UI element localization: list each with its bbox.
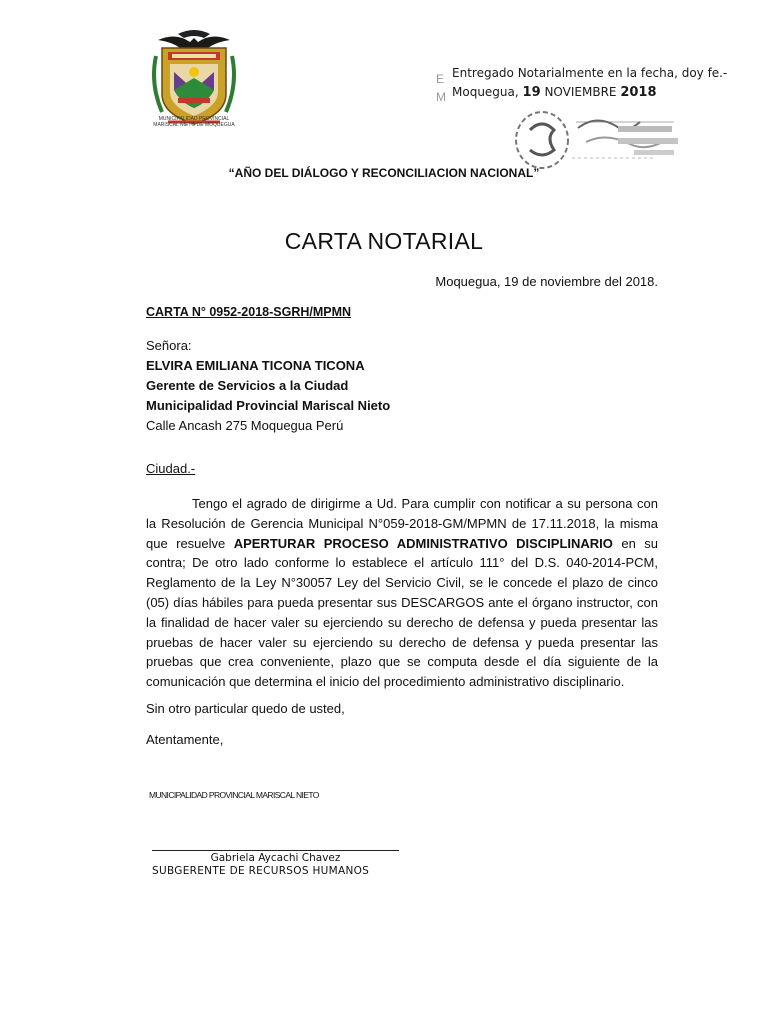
addressee-address: Calle Ancash 275 Moquegua Perú (146, 418, 344, 433)
body-part-1: Tengo el agrado de dirigirme a Ud. Para cumplir con notificar a su persona con la Resolución de Gerencia Municipal N°059-2018-GM/MPMN de 17.11.2018, la misma que resuelve (146, 496, 658, 551)
stamp-day: 19 (522, 85, 541, 100)
letter-body (146, 494, 658, 692)
stamp-ghost-marks: E M (436, 72, 446, 104)
salutation: Señora: (146, 338, 192, 353)
signer-name: Gabriela Aycachi Chavez (210, 852, 341, 864)
stamp-line-2 (452, 83, 727, 102)
institution-footer: MUNICIPALIDAD PROVINCIAL MARISCAL NIETO (149, 790, 319, 800)
year-motto: “AÑO DEL DIÁLOGO Y RECONCILIACION NACIONAL” (228, 166, 540, 180)
addressee-name: ELVIRA EMILIANA TICONA TICONA (146, 358, 365, 373)
letter-reference-number: CARTA N° 0952-2018-SGRH/MPMN (146, 305, 352, 319)
body-bold-resolution: APERTURAR PROCESO ADMINISTRATIVO DISCIPLINARIO (233, 535, 613, 551)
stamp-place: Moquegua, (452, 85, 519, 99)
crest-caption: MUNICIPALIDAD PROVINCIAL MARISCAL NIETO DE MOQUEGUA (153, 116, 235, 128)
signer-role: SUBGERENTE DE RECURSOS HUMANOS (152, 865, 370, 877)
addressee-block (146, 336, 646, 436)
addressee-institution: Municipalidad Provincial Mariscal Nieto (146, 398, 391, 413)
notary-stamp-text (452, 64, 727, 102)
stamp-year: 2018 (620, 85, 657, 100)
notary-seal-stamp (506, 108, 682, 174)
regards-line: Atentamente, (146, 732, 224, 747)
closing-line: Sin otro particular quedo de usted, (146, 701, 345, 716)
stamp-line-1: Entregado Notarialmente en la fecha, doy fe.- (452, 66, 728, 80)
city-line: Ciudad.- (146, 461, 196, 476)
body-part-2: en su contra; De otro lado conforme lo establece el artículo 111° del D.S. 040-2014-PCM, Reglamento de la Ley N°30057 Ley del Servicio Civil, se le concede el plazo de cinco (05) días hábiles para pueda presentar sus DESCARGOS ante el órgano instructor, con la finalidad de hacer valer su ejerciendo su derecho de defensa y pueda presentar las pruebas de hacer valer su ejerciendo su derecho de defensa y pueda presentar las pruebas que crea conveniente, plazo que se computa desde el día siguiente de la comunicación que determina el inicio del procedimiento administrativo disciplinario. (146, 535, 658, 690)
signature-line (152, 850, 399, 851)
addressee-position: Gerente de Servicios a la Ciudad (146, 378, 349, 393)
document-title: CARTA NOTARIAL (284, 228, 484, 254)
document-date: Moquegua, 19 de noviembre del 2018. (435, 274, 658, 289)
stamp-month: NOVIEMBRE (544, 85, 617, 99)
